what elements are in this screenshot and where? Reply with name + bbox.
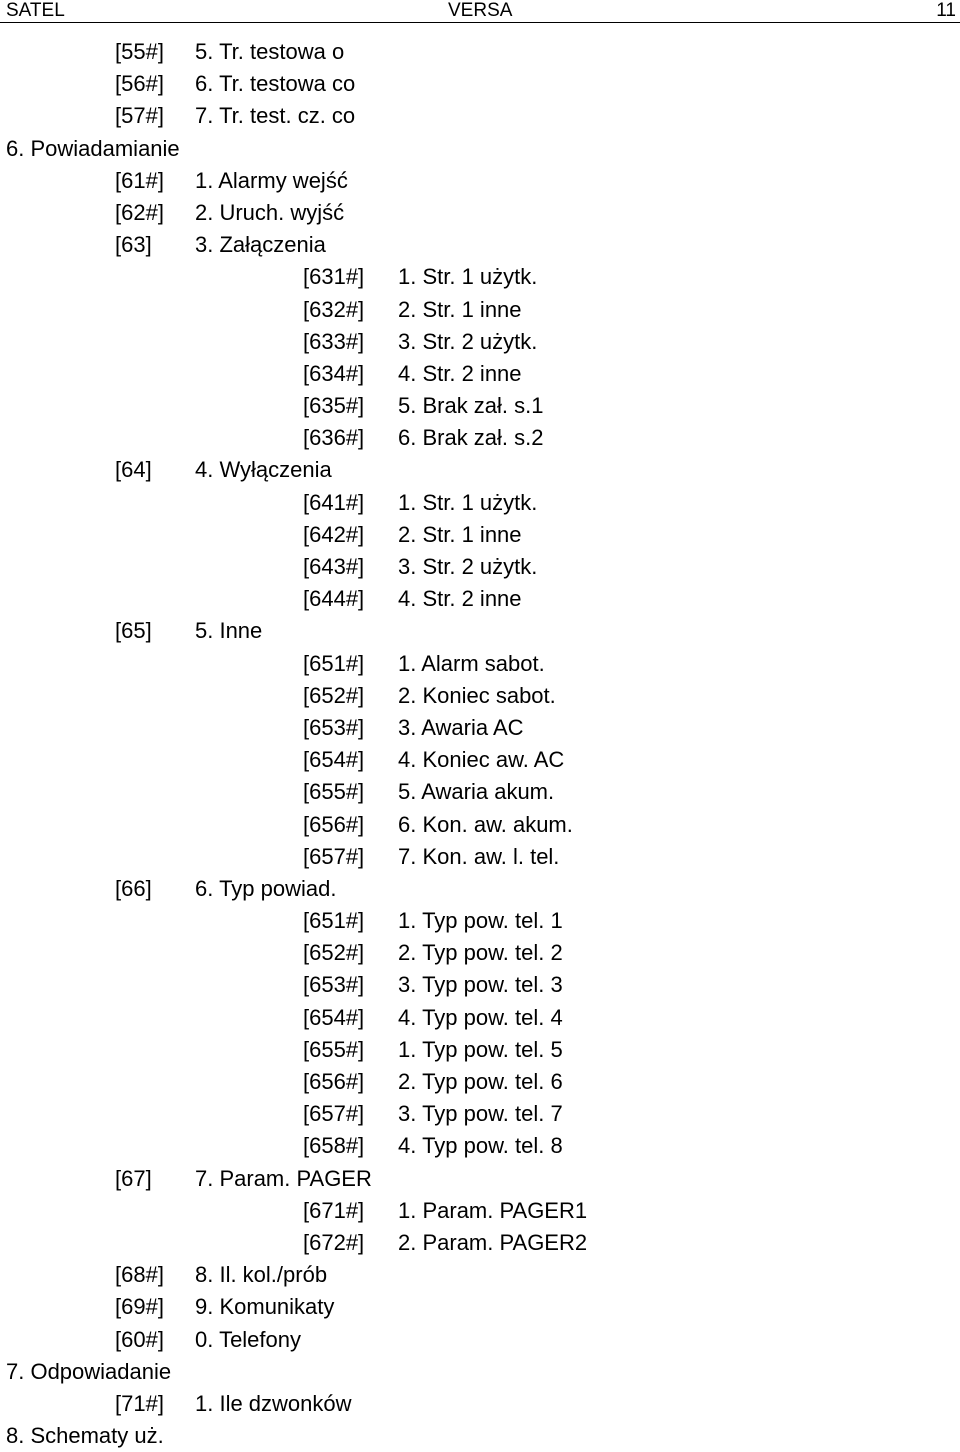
menu-tree-row [0,809,960,841]
menu-label: 7. Param. PAGER [195,1165,372,1191]
menu-tree-row [0,1227,960,1259]
menu-label: 4. Wyłączenia [195,457,332,483]
menu-code: [653#] [303,714,365,740]
menu-label: 4. Str. 2 inne [398,360,522,386]
menu-tree-row [0,519,960,551]
menu-tree-row [0,165,960,197]
menu-tree-row [0,648,960,680]
menu-code: [60#] [115,1326,164,1352]
menu-code: [651#] [303,908,365,934]
menu-label: 3. Typ pow. tel. 7 [398,1101,563,1127]
menu-tree-row [0,1259,960,1291]
menu-code: [655#] [303,779,365,805]
menu-code: [56#] [115,71,164,97]
menu-code: [658#] [303,1133,365,1159]
menu-code: [642#] [303,521,365,547]
menu-label: 7. Kon. aw. l. tel. [398,843,560,869]
menu-label: 1. Ile dzwonków [195,1390,352,1416]
menu-label: 6. Tr. testowa co [195,71,356,97]
menu-code: [651#] [303,650,365,676]
menu-code: [71#] [115,1390,164,1416]
menu-tree-list [0,36,960,1452]
menu-code: [643#] [303,554,365,579]
menu-code: [66] [115,875,152,901]
menu-tree-row [0,1163,960,1195]
menu-label: 6. Brak zał. s.2 [398,425,544,451]
menu-tree-row [0,1291,960,1323]
menu-tree-row [0,294,960,326]
menu-code: [68#] [115,1262,164,1288]
menu-label: 6. Typ powiad. [195,875,337,901]
menu-tree-row [0,1034,960,1066]
menu-tree-row [0,873,960,905]
menu-label: 1. Typ pow. tel. 5 [398,1036,563,1062]
menu-label: 0. Telefony [195,1326,302,1352]
menu-code: [657#] [303,843,365,869]
menu-tree-row [0,358,960,390]
menu-code: [64] [115,457,152,483]
menu-tree-row [0,36,960,68]
menu-label: 6. Powiadamianie [6,135,180,161]
menu-code: [654#] [303,747,365,773]
menu-tree-row [0,1420,960,1452]
menu-code: [62#] [115,199,164,225]
menu-tree-row [0,454,960,486]
menu-code: [69#] [115,1294,164,1320]
menu-label: 5. Awaria akum. [398,779,555,805]
menu-code: [644#] [303,586,365,612]
menu-code: [656#] [303,811,365,837]
menu-label: 1. Str. 1 użytk. [398,264,538,290]
menu-code: [641#] [303,489,365,515]
menu-label: 1. Typ pow. tel. 1 [398,908,563,934]
menu-code: [634#] [303,360,365,386]
menu-label: 6. Kon. aw. akum. [398,811,573,837]
menu-code: [61#] [115,167,164,193]
menu-label: 2. Typ pow. tel. 6 [398,1069,563,1094]
menu-label: 3. Str. 2 użytk. [398,328,538,354]
menu-label: 5. Inne [195,618,263,644]
menu-tree-row [0,583,960,615]
menu-tree-row [0,390,960,422]
menu-code: [632#] [303,296,365,322]
menu-label: 8. Schematy uż. [6,1423,164,1449]
menu-label: 1. Str. 1 użytk. [398,489,538,515]
menu-label: 4. Typ pow. tel. 4 [398,1004,563,1030]
menu-code: [653#] [303,972,365,998]
menu-code: [63] [115,232,152,258]
menu-code: [633#] [303,328,365,354]
menu-tree-row [0,615,960,647]
menu-tree-row [0,133,960,165]
menu-tree-row [0,261,960,293]
menu-code: [657#] [303,1101,365,1127]
menu-tree-row [0,1098,960,1130]
menu-code: [631#] [303,264,365,290]
menu-label: 3. Typ pow. tel. 3 [398,972,563,998]
menu-tree-row [0,905,960,937]
menu-label: 3. Załączenia [195,232,326,258]
menu-tree-row [0,68,960,100]
menu-label: 7. Tr. test. cz. co [195,103,356,129]
menu-code: [55#] [115,39,164,64]
menu-tree-row [0,100,960,132]
menu-code: [656#] [303,1069,365,1094]
menu-code: [65] [115,618,152,644]
menu-tree-row [0,422,960,454]
menu-label: 4. Typ pow. tel. 8 [398,1133,563,1159]
menu-code: [67] [115,1165,152,1191]
menu-label: 2. Typ pow. tel. 2 [398,940,563,966]
menu-tree-row [0,1388,960,1420]
menu-code: [654#] [303,1004,365,1030]
menu-label: 7. Odpowiadanie [6,1358,172,1384]
menu-label: 2. Koniec sabot. [398,682,556,708]
menu-label: 3. Str. 2 użytk. [398,554,538,579]
menu-tree-row [0,680,960,712]
menu-tree-row [0,1130,960,1162]
menu-tree-row [0,841,960,873]
menu-label: 1. Alarm sabot. [398,650,545,676]
menu-tree-row [0,1002,960,1034]
page-number: 11 [936,0,956,21]
menu-label: 5. Tr. testowa o [195,39,345,64]
menu-tree-row [0,937,960,969]
menu-label: 1. Alarmy wejść [195,167,348,193]
menu-label: 9. Komunikaty [195,1294,335,1320]
menu-code: [652#] [303,682,365,708]
menu-tree-row [0,197,960,229]
menu-label: 2. Str. 1 inne [398,521,522,547]
menu-tree-row [0,1356,960,1388]
menu-code: [635#] [303,393,365,419]
header-brand: SATEL [6,0,65,21]
menu-tree-row [0,969,960,1001]
menu-label: 2. Str. 1 inne [398,296,522,322]
menu-tree-row [0,487,960,519]
menu-label: 4. Str. 2 inne [398,586,522,612]
menu-label: 3. Awaria AC [398,714,524,740]
menu-code: [636#] [303,425,365,451]
menu-tree-row [0,1195,960,1227]
menu-label: 2. Uruch. wyjść [195,199,345,225]
menu-code: [672#] [303,1229,365,1255]
menu-tree-row [0,1066,960,1098]
menu-label: 5. Brak zał. s.1 [398,393,544,419]
menu-tree-row [0,229,960,261]
menu-label: 4. Koniec aw. AC [398,747,565,773]
menu-tree-row [0,551,960,583]
menu-tree-row [0,712,960,744]
header-product: VERSA [448,0,513,21]
menu-code: [57#] [115,103,164,129]
page-header [0,0,960,23]
menu-label: 1. Param. PAGER1 [398,1197,588,1223]
menu-tree-row [0,744,960,776]
menu-tree-row [0,326,960,358]
menu-label: 8. Il. kol./prób [195,1262,328,1288]
menu-code: [671#] [303,1197,365,1223]
menu-code: [652#] [303,940,365,966]
menu-code: [655#] [303,1036,365,1062]
menu-label: 2. Param. PAGER2 [398,1229,588,1255]
menu-tree-row [0,1324,960,1356]
menu-tree-row [0,776,960,808]
